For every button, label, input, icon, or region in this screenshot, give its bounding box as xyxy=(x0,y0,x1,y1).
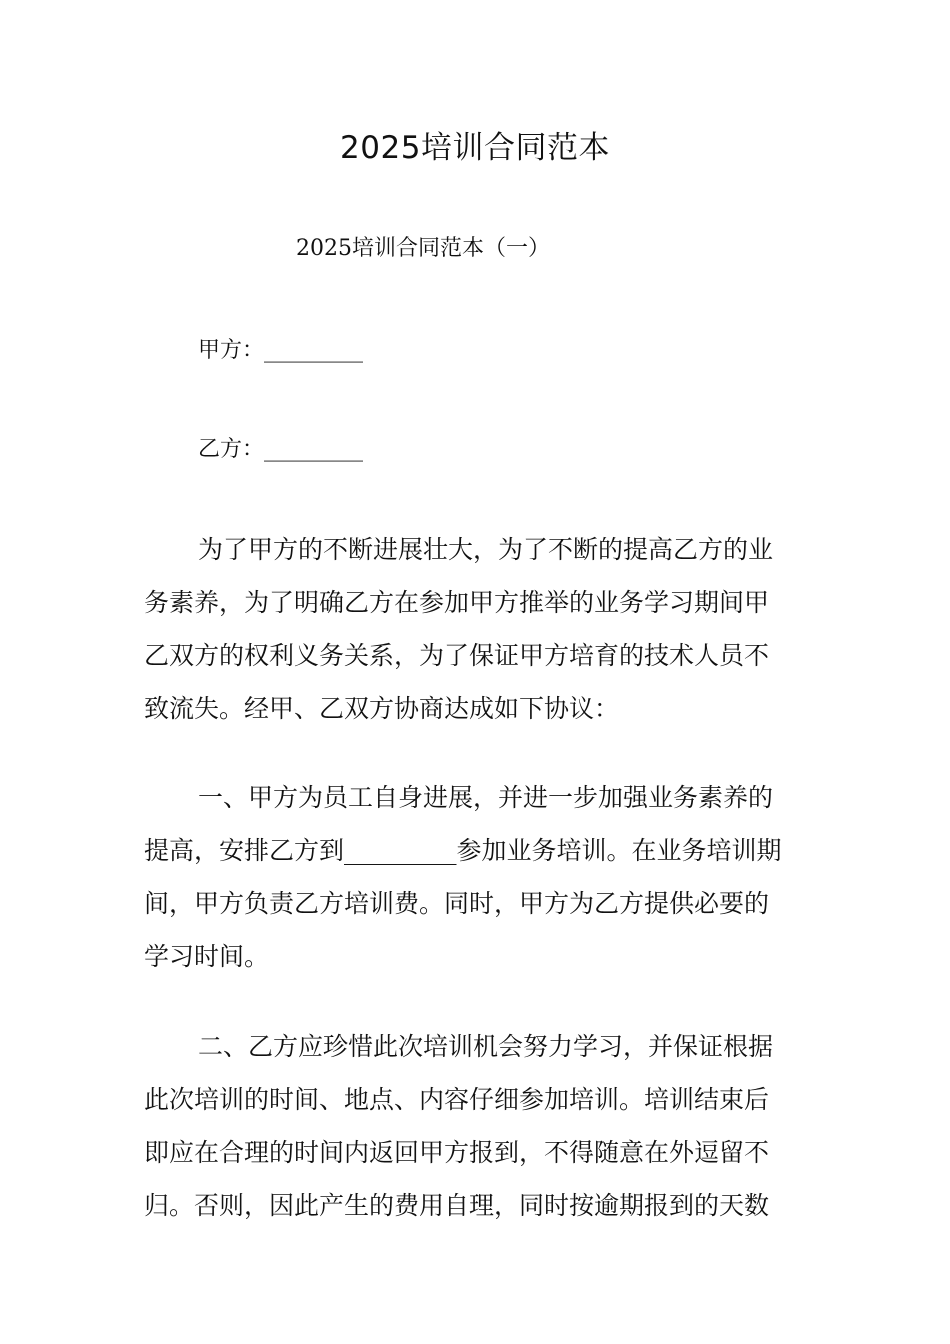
paragraph-clause-2 xyxy=(144,1020,808,1232)
paragraph-line: 一、甲方为员工自身进展，并进一步加强业务素养的 xyxy=(198,783,774,812)
paragraph-line: 提高，安排乙方到_________参加业务培训。在业务培训期 xyxy=(144,836,782,865)
paragraph-line: 学习时间。 xyxy=(144,942,270,971)
party-a-field: 甲方：_________ xyxy=(198,338,364,363)
document-subtitle: 2025培训合同范本（一） xyxy=(296,236,550,261)
paragraph-line: 务素养，为了明确乙方在参加甲方推举的业务学习期间甲 xyxy=(144,588,770,617)
paragraph-line: 此次培训的时间、地点、内容仔细参加培训。培训结束后 xyxy=(144,1085,770,1114)
paragraph-line: 为了甲方的不断进展壮大，为了不断的提高乙方的业 xyxy=(198,535,774,564)
paragraph-line: 二、乙方应珍惜此次培训机会努力学习，并保证根据 xyxy=(198,1032,774,1061)
document-title: 2025培训合同范本 xyxy=(340,130,610,166)
paragraph-preamble xyxy=(144,523,808,735)
paragraph-line: 间，甲方负责乙方培训费。同时，甲方为乙方提供必要的 xyxy=(144,889,770,918)
paragraph-line: 致流失。经甲、乙双方协商达成如下协议： xyxy=(144,694,620,723)
paragraph-line: 乙双方的权利义务关系，为了保证甲方培育的技术人员不 xyxy=(144,641,770,670)
paragraph-line: 即应在合理的时间内返回甲方报到，不得随意在外逗留不 xyxy=(144,1138,770,1167)
paragraph-clause-1 xyxy=(144,771,808,983)
paragraph-line: 归。否则，因此产生的费用自理，同时按逾期报到的天数 xyxy=(144,1191,770,1220)
party-b-field: 乙方：_________ xyxy=(198,437,364,462)
